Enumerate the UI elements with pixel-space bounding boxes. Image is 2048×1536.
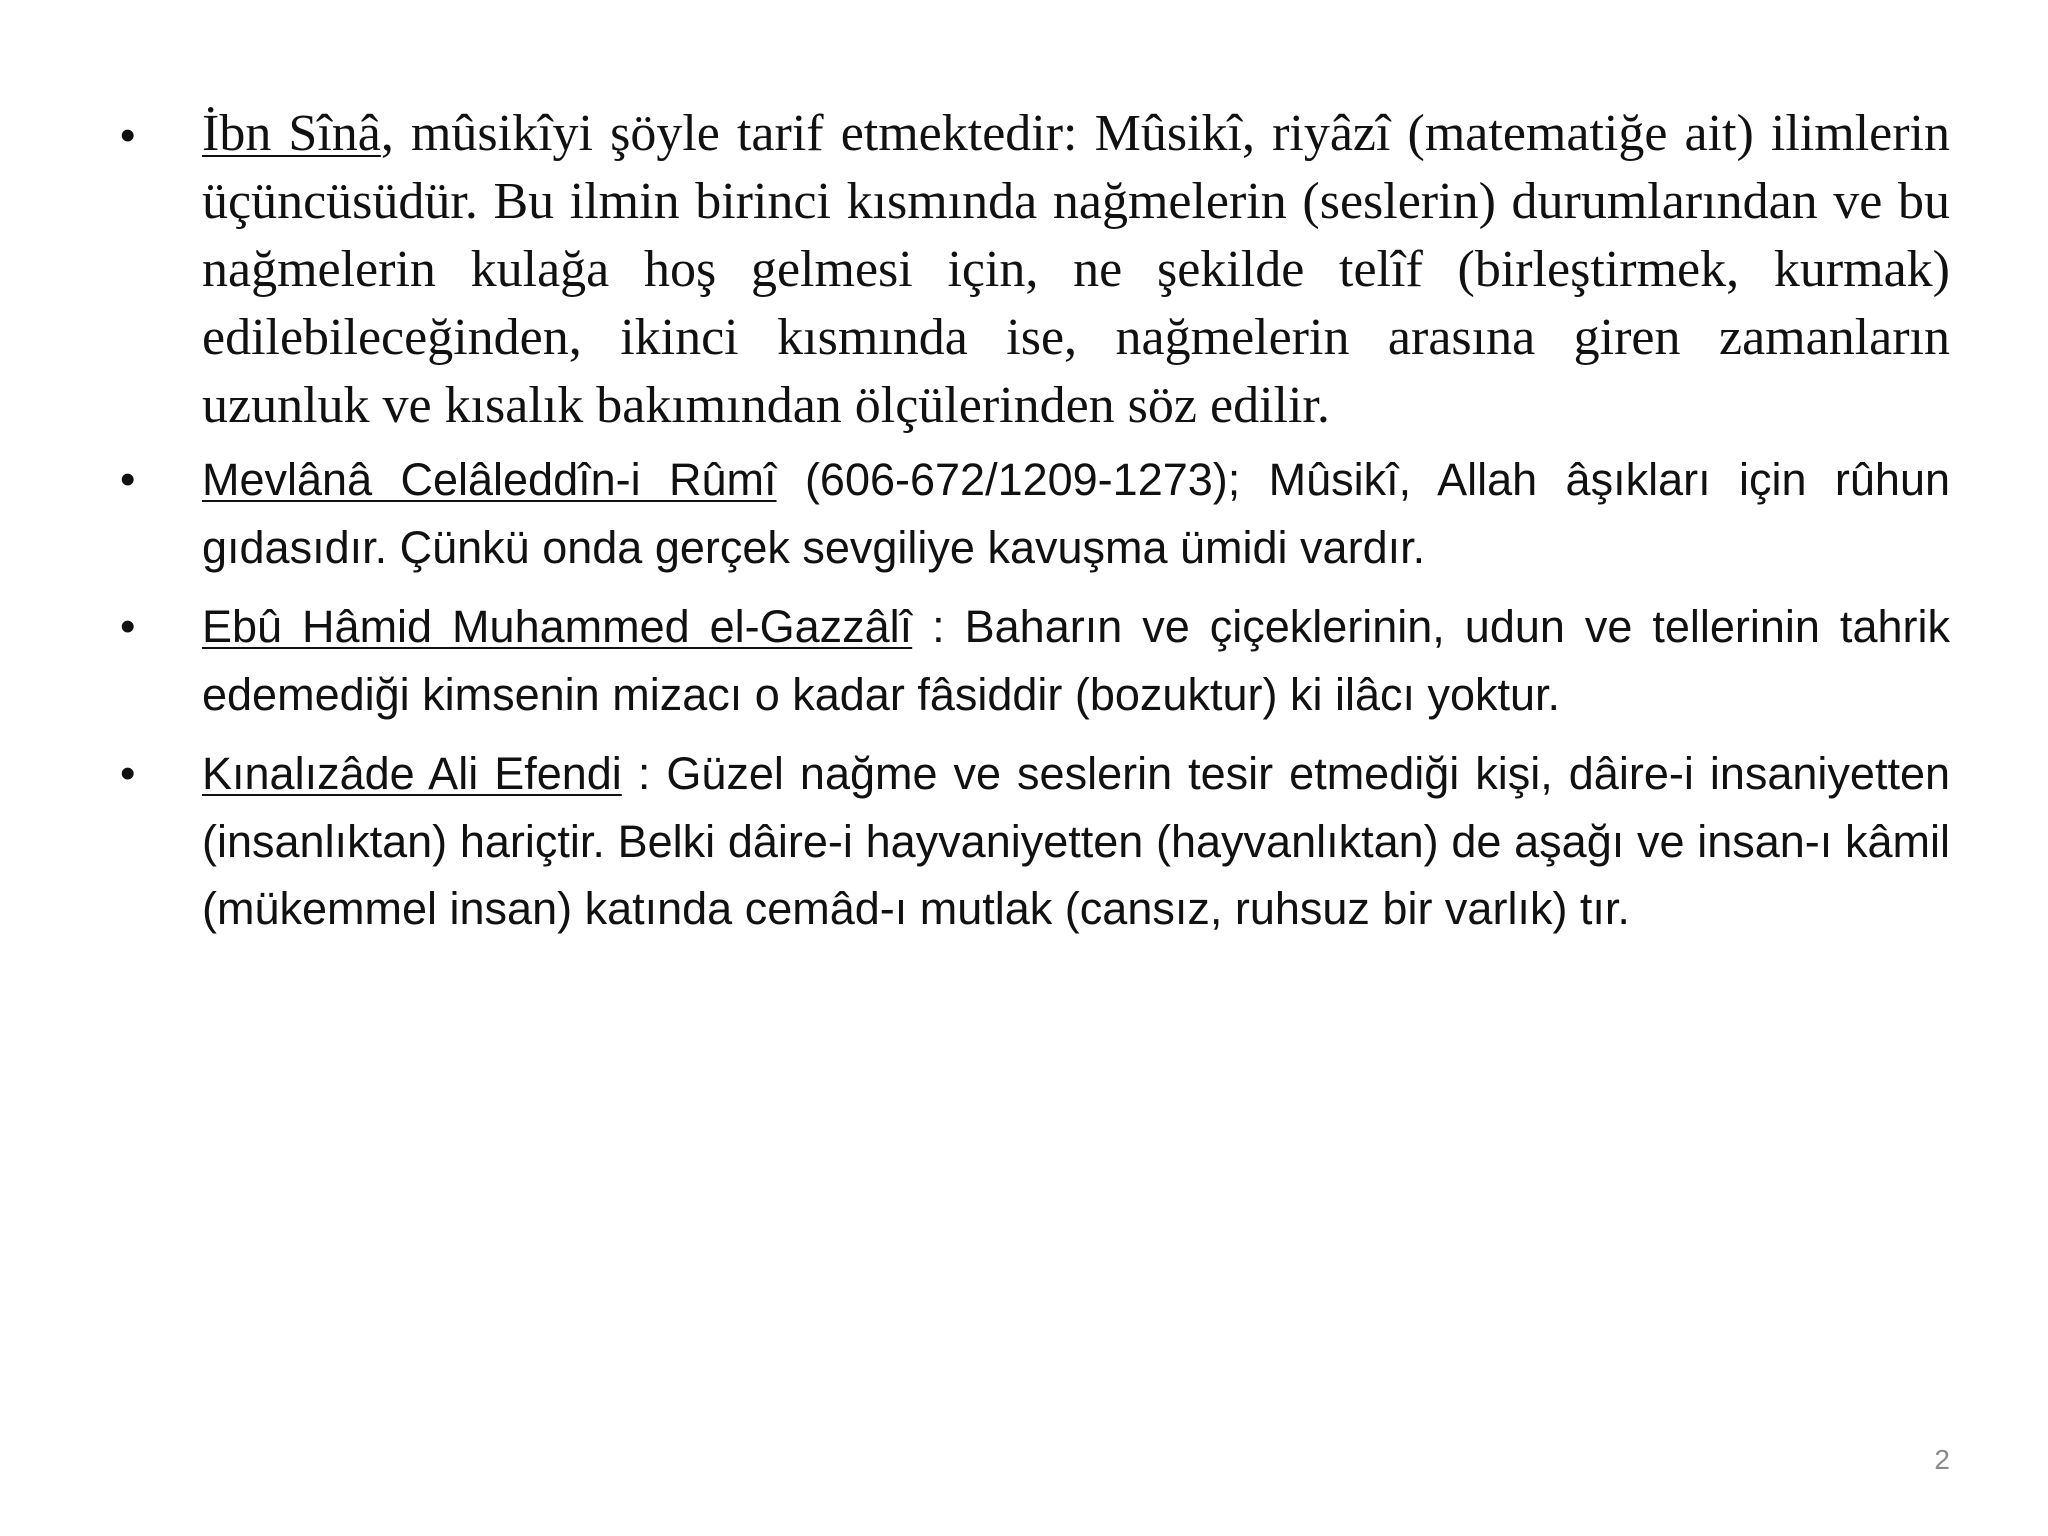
bullet-item-ibn-sina — [120, 100, 1950, 440]
bullet-dot-icon: • — [120, 455, 136, 504]
bullet-item-kinalizade — [120, 740, 1950, 943]
bullet-name-ibn-sina: İbn Sînâ — [202, 105, 381, 162]
bullet-name-kinalizade: Kınalızâde Ali Efendi — [202, 748, 622, 799]
bullet-name-gazzali: Ebû Hâmid Muhammed el-Gazzâlî — [202, 601, 913, 652]
bullet-text-gazzali: : Baharın ve çiçeklerinin, udun ve tellerinin tahrik edemediği kimsenin mizacı o kadar fâsiddir (bozuktur) ki ilâcı yoktur. — [202, 601, 1950, 720]
bullet-name-mevlana: Mevlânâ Celâleddîn-i Rûmî — [202, 454, 777, 505]
bullet-text-kinalizade: : Güzel nağme ve seslerin tesir etmediği kişi, dâire-i insaniyetten (insanlıktan) hariçtir. Belki dâire-i hayvaniyetten (hayvanlıktan) de aşağı ve insan-ı kâmil (mükemmel insan) katında cemâd-ı mutlak (cansız, ruhsuz bir varlık) tır. — [202, 748, 1950, 934]
bullet-text-ibn-sina: , mûsikîyi şöyle tarif etmektedir: Mûsikî, riyâzî (matematiğe ait) ilimlerin üçüncüsüdür. Bu ilmin birinci kısmında nağmelerin (seslerin) durumlarından ve bu nağmelerin kulağa hoş gelmesi için, ne şekilde telîf (birleştirmek, kurmak) edilebileceğinden, ikinci kısmında ise, nağmelerin arasına giren zamanların uzunluk ve kısalık bakımından ölçülerinden söz edilir. — [202, 105, 1951, 434]
bullet-dot-icon: • — [120, 111, 136, 160]
bullet-list — [120, 100, 1950, 955]
bullet-item-gazzali — [120, 593, 1950, 728]
bullet-dot-icon: • — [120, 602, 136, 651]
bullet-item-mevlana — [120, 446, 1950, 581]
bullet-text-mevlana: (606-672/1209-1273); Mûsikî, Allah âşıkları için rûhun gıdasıdır. Çünkü onda gerçek sevgiliye kavuşma ümidi vardır. — [202, 454, 1951, 573]
bullet-dot-icon: • — [120, 749, 136, 798]
page-number: 2 — [1934, 1444, 1950, 1475]
